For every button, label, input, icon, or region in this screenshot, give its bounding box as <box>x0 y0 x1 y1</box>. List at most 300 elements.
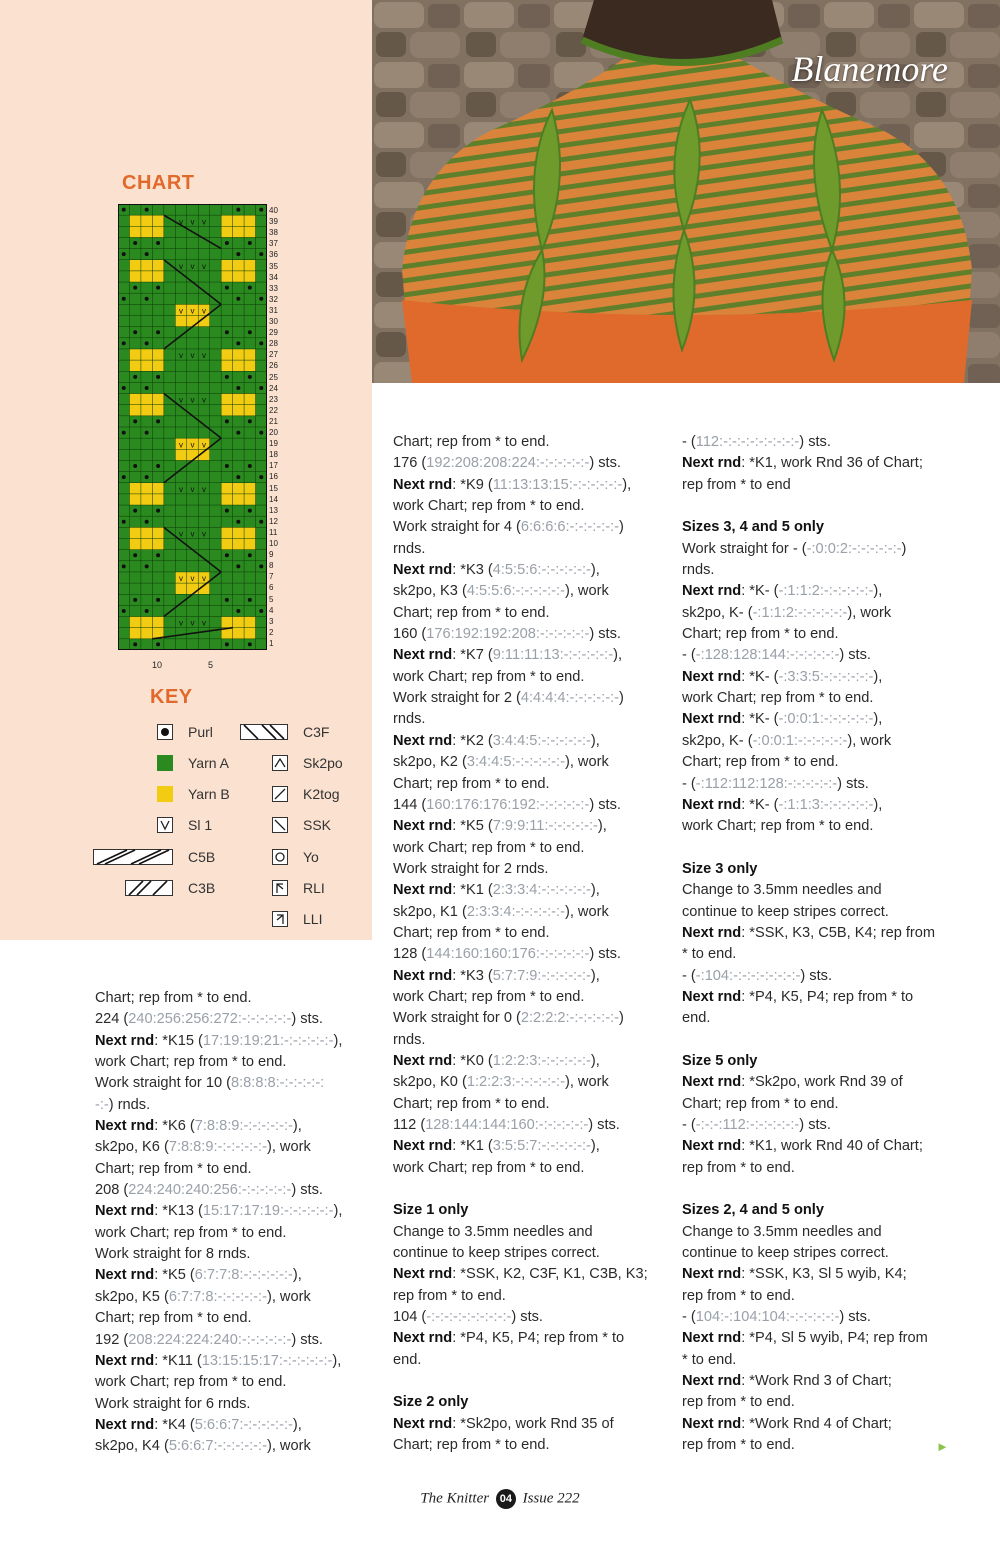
chart-purl-dot <box>248 598 252 602</box>
instruction-text: : *Work Rnd 3 of Chart; <box>741 1373 892 1390</box>
chart-cell-yarn-b <box>244 539 255 550</box>
instruction-text: ), <box>333 1203 343 1220</box>
chart-purl-dot <box>122 341 126 345</box>
instruction-text: ) <box>619 690 624 707</box>
instruction-label: Next rnd <box>393 1266 453 1283</box>
instruction-text: * to end. <box>682 1351 737 1368</box>
instruction-text: : *K- ( <box>741 711 779 728</box>
chart-cell-yarn-b <box>221 349 232 360</box>
chart-cell-yarn-b <box>175 449 186 460</box>
instruction-line <box>393 987 668 1008</box>
instruction-text: : *K3 ( <box>452 967 493 984</box>
chart-cell-yarn-b <box>141 617 152 628</box>
instruction-line <box>682 774 962 795</box>
chart-slip-mark: v <box>201 574 206 584</box>
instruction-line <box>95 1415 365 1436</box>
instruction-text: Change to 3.5mm needles and <box>682 1223 882 1240</box>
continue-arrow-icon: ► <box>936 1439 949 1454</box>
instruction-line <box>393 1136 668 1157</box>
instruction-text: ) sts. <box>837 775 869 792</box>
chart-purl-dot <box>156 642 160 646</box>
yarn-a-swatch-icon <box>157 755 173 771</box>
instruction-line <box>682 1094 962 1115</box>
chart-purl-dot <box>145 341 149 345</box>
size-values: -:1:1:3:-:-:-:-:-:- <box>778 796 874 813</box>
chart-slip-mark: v <box>190 351 195 361</box>
instruction-text: ) <box>901 540 907 557</box>
size-values: 8:8:8:8:-:-:-:-:-: <box>230 1075 325 1092</box>
chart-purl-dot <box>248 642 252 646</box>
section-heading: Size 2 only <box>393 1394 469 1411</box>
instruction-text: Work straight for 0 ( <box>393 1010 521 1027</box>
chart-purl-dot <box>156 509 160 513</box>
size-values: -:-:-:112:-:-:-:-:-:- <box>695 1117 800 1133</box>
instruction-text: ), <box>613 647 622 664</box>
key-item-purl <box>157 724 213 740</box>
chart-cell-yarn-b <box>129 494 140 505</box>
chart-row-number: 14 <box>269 494 278 504</box>
instruction-line <box>393 902 668 923</box>
instruction-line <box>682 1328 962 1349</box>
instruction-line <box>393 1264 668 1285</box>
instruction-text: : *K6 ( <box>154 1118 195 1135</box>
instruction-text: Work straight for - ( <box>682 540 807 557</box>
c5b-icon <box>93 849 173 865</box>
section-heading: Size 3 only <box>682 860 758 877</box>
chart-cell-yarn-b <box>244 394 255 405</box>
chart-row-number: 27 <box>269 350 278 360</box>
chart-row-number: 35 <box>269 261 278 271</box>
instruction-line <box>393 1350 668 1371</box>
chart-cell-yarn-b <box>244 483 255 494</box>
instruction-text: sk2po, K2 ( <box>393 754 467 771</box>
instruction-text: ), <box>597 818 607 835</box>
chart-purl-dot <box>259 386 263 390</box>
instruction-text: ), <box>873 796 883 813</box>
instruction-text: continue to keep stripes correct. <box>393 1245 600 1262</box>
instruction-text: : *K4 ( <box>154 1416 195 1433</box>
chart-slip-mark: v <box>190 574 195 584</box>
instruction-text: : *K15 ( <box>154 1032 203 1049</box>
key-item-ssk <box>272 817 331 833</box>
chart-cell-yarn-b <box>129 226 140 237</box>
chart-cell-yarn-b <box>152 539 163 550</box>
chart-cell-yarn-b <box>152 617 163 628</box>
instruction-line <box>95 988 365 1009</box>
instruction-line <box>682 1243 962 1264</box>
key-item-c5b <box>93 849 215 865</box>
instruction-line <box>682 560 962 581</box>
instruction-text: : *K- ( <box>741 583 779 600</box>
instruction-text: 128 ( <box>393 946 427 963</box>
chart-purl-dot <box>156 419 160 423</box>
instruction-line <box>95 1137 365 1158</box>
chart-cell-yarn-b <box>129 260 140 271</box>
instruction-line <box>393 539 668 560</box>
instruction-line <box>682 688 962 709</box>
chart-purl-dot <box>133 419 137 423</box>
chart-cell-yarn-b <box>244 260 255 271</box>
instruction-text: ) <box>619 1010 624 1027</box>
chart-cell-yarn-b <box>152 360 163 371</box>
chart-heading: CHART <box>122 172 195 194</box>
instruction-line <box>682 667 962 688</box>
chart-purl-dot <box>145 609 149 613</box>
instruction-line <box>393 1328 668 1349</box>
instruction-text: Change to 3.5mm needles and <box>393 1223 593 1240</box>
chart-slip-mark: v <box>179 261 184 271</box>
chart-purl-dot <box>225 241 229 245</box>
instruction-line <box>95 1095 365 1116</box>
instruction-text: - ( <box>682 1309 696 1326</box>
instruction-text: Chart; rep from * to end. <box>393 434 550 450</box>
chart-purl-dot <box>156 553 160 557</box>
key-label-c3f: C3F <box>303 724 330 740</box>
size-values: 5:6:6:7:-:-:-:-:-:- <box>168 1438 267 1455</box>
instruction-line <box>95 1073 365 1094</box>
chart-row-number: 12 <box>269 516 278 526</box>
instruction-text: rep from * to end. <box>682 1159 795 1176</box>
instruction-line <box>393 517 668 538</box>
size-values: 6:6:6:6:-:-:-:-:-:- <box>520 519 619 536</box>
instruction-text: ), work <box>847 732 892 749</box>
instruction-line <box>95 1201 365 1222</box>
chart-purl-dot <box>248 241 252 245</box>
size-values: 9:11:11:13:-:-:-:-:-:- <box>492 647 614 664</box>
instruction-line <box>682 475 962 496</box>
chart-purl-dot <box>236 431 240 435</box>
chart-cell-yarn-b <box>175 583 186 594</box>
chart-row-number: 17 <box>269 461 278 471</box>
size-values: 144:160:160:176:-:-:-:-:-:- <box>426 946 590 963</box>
size-values: -:-:-:-:-:-:-:-:-:- <box>426 1309 512 1326</box>
instruction-line <box>682 453 962 474</box>
chart-cell-yarn-b <box>152 494 163 505</box>
instruction-text: ), work <box>564 903 609 920</box>
chart-cell-yarn-b <box>233 539 244 550</box>
chart-cell-yarn-b <box>152 394 163 405</box>
chart-row-number: 30 <box>269 317 278 326</box>
instruction-line <box>682 432 962 453</box>
instruction-text: rep from * to end <box>682 476 791 493</box>
chart-row-number: 24 <box>269 383 278 393</box>
instruction-text: Chart; rep from * to end. <box>393 1095 550 1112</box>
key-item-rli <box>272 880 325 896</box>
instruction-text: ), work <box>564 1074 609 1091</box>
chart-slip-mark: v <box>179 484 184 494</box>
instruction-text: : *K5 ( <box>452 818 493 835</box>
size-values: -:0:0:1:-:-:-:-:-:- <box>778 711 874 728</box>
size-values: -:128:128:144:-:-:-:-:-:- <box>695 647 840 664</box>
instruction-label: Next rnd <box>393 882 453 899</box>
chart-slip-mark: v <box>190 484 195 494</box>
size-values: 240:256:256:272:-:-:-:-:-:- <box>128 1011 292 1028</box>
chart-slip-mark: v <box>190 618 195 628</box>
key-label-sk2po: Sk2po <box>303 755 343 771</box>
instruction-text: ), <box>292 1416 302 1433</box>
instruction-line <box>682 1286 962 1307</box>
instruction-text: work Chart; rep from * to end. <box>682 690 874 707</box>
chart-cell-yarn-b <box>152 260 163 271</box>
instruction-line <box>393 838 668 859</box>
size-values: -:3:3:5:-:-:-:-:-:- <box>778 668 874 685</box>
instruction-line <box>393 1222 668 1243</box>
instruction-line <box>682 1414 962 1435</box>
instruction-text: sk2po, K6 ( <box>95 1139 169 1156</box>
key-item-yarn-b <box>157 786 230 802</box>
section-heading: Sizes 3, 4 and 5 only <box>682 519 824 536</box>
key-label-k2tog: K2tog <box>303 786 340 802</box>
instruction-text: : *K1, work Rnd 40 of Chart; <box>741 1138 923 1155</box>
chart-row-number: 2 <box>269 627 274 637</box>
chart-row-number: 29 <box>269 328 278 338</box>
instruction-text: sk2po, K- ( <box>682 604 753 621</box>
chart-slip-mark: v <box>201 484 206 494</box>
instruction-text: : *K3 ( <box>452 562 493 579</box>
chart-purl-dot <box>145 475 149 479</box>
size-values: 13:15:15:17:-:-:-:-:-:- <box>201 1352 333 1369</box>
chart-cell-yarn-b <box>141 349 152 360</box>
chart-slip-mark: v <box>179 529 184 539</box>
chart-purl-dot <box>133 598 137 602</box>
chart-purl-dot <box>236 341 240 345</box>
chart-purl-dot <box>259 609 263 613</box>
chart-purl-dot <box>122 208 126 212</box>
paragraph-gap <box>682 838 962 859</box>
chart-row-number: 39 <box>269 217 278 227</box>
paragraph-gap <box>682 1179 962 1200</box>
instruction-text: sk2po, K0 ( <box>393 1074 467 1091</box>
chart-purl-dot <box>122 386 126 390</box>
chart-purl-dot <box>259 564 263 568</box>
key-item-k2tog <box>272 786 340 802</box>
instruction-text: ) sts. <box>839 1309 871 1326</box>
instruction-line <box>95 1308 365 1329</box>
instruction-text: work Chart; rep from * to end. <box>682 818 874 835</box>
chart-cell-yarn-b <box>129 527 140 538</box>
instruction-text: ), <box>873 711 883 728</box>
chart-row-number: 5 <box>269 594 274 604</box>
chart-purl-dot <box>236 520 240 524</box>
instruction-text: sk2po, K1 ( <box>393 903 467 920</box>
key-label-yo: Yo <box>303 849 319 865</box>
chart-purl-dot <box>145 564 149 568</box>
chart-purl-dot <box>122 609 126 613</box>
instruction-line <box>393 645 668 666</box>
chart-purl-dot <box>236 252 240 256</box>
instruction-text: Work straight for 6 rnds. <box>95 1395 251 1412</box>
chart-purl-dot <box>133 375 137 379</box>
chart-purl-dot <box>236 386 240 390</box>
chart-row-number: 40 <box>269 206 278 215</box>
instruction-line <box>682 1371 962 1392</box>
instructions-column-3 <box>682 432 962 1457</box>
chart-purl-dot <box>259 431 263 435</box>
chart-purl-dot <box>236 475 240 479</box>
instruction-text: ), <box>590 1052 600 1069</box>
instruction-line <box>95 1265 365 1286</box>
instruction-text: Work straight for 4 ( <box>393 519 521 536</box>
chart-row-number: 25 <box>269 372 278 382</box>
chart-purl-dot <box>156 375 160 379</box>
size-values: 2:2:2:2:-:-:-:-:-:- <box>520 1010 619 1027</box>
chart-cell-yarn-b <box>129 483 140 494</box>
chart-slip-mark: v <box>179 618 184 628</box>
instruction-text: : *K1 ( <box>452 882 493 899</box>
instruction-line <box>682 1264 962 1285</box>
chart-cell-yarn-b <box>244 617 255 628</box>
instruction-label: Next rnd <box>95 1203 155 1220</box>
chart-purl-dot <box>248 553 252 557</box>
instruction-line <box>682 816 962 837</box>
chart-cell-yarn-b <box>233 349 244 360</box>
instruction-label: Next rnd <box>393 1138 453 1155</box>
instruction-label: Next rnd <box>393 818 453 835</box>
instruction-text: - ( <box>682 967 696 984</box>
size-values: -:1:1:2:-:-:-:-:-:- <box>778 583 874 600</box>
instruction-text: - ( <box>682 647 696 664</box>
chart-cell-yarn-b <box>244 527 255 538</box>
instruction-line <box>682 880 962 901</box>
instruction-text: rep from * to end. <box>682 1287 795 1304</box>
size-values: 104:-:104:104:-:-:-:-:-:- <box>695 1309 840 1326</box>
instruction-text: work Chart; rep from * to end. <box>393 988 585 1005</box>
chart-purl-dot <box>225 598 229 602</box>
chart-cell-yarn-b <box>152 271 163 282</box>
instruction-text: work Chart; rep from * to end. <box>393 498 585 515</box>
chart-cell-yarn-b <box>233 405 244 416</box>
chart-cell-yarn-b <box>129 349 140 360</box>
chart-purl-dot <box>225 553 229 557</box>
instruction-text: ) sts. <box>589 455 621 472</box>
chart-cell-yarn-b <box>233 527 244 538</box>
instruction-line <box>682 539 962 560</box>
chart-grid <box>118 204 267 650</box>
chart-slip-mark: v <box>179 395 184 405</box>
instruction-label: Next rnd <box>393 732 453 749</box>
instruction-text: ) sts. <box>291 1331 323 1348</box>
instruction-text: rnds. <box>393 711 426 728</box>
instruction-line <box>393 475 668 496</box>
chart-slip-mark: v <box>190 217 195 227</box>
chart-row-number: 21 <box>269 416 278 426</box>
instruction-line <box>682 1200 962 1221</box>
chart-slip-mark: v <box>190 529 195 539</box>
size-values: 112:-:-:-:-:-:-:-:-:- <box>695 434 800 450</box>
instruction-text: ), work <box>564 754 609 771</box>
footer-issue: Issue 222 <box>522 1490 580 1507</box>
instruction-line <box>393 752 668 773</box>
instruction-label: Next rnd <box>682 924 742 941</box>
instruction-label: Next rnd <box>682 796 742 813</box>
instruction-text: : *Sk2po, work Rnd 39 of <box>741 1074 903 1091</box>
chart-purl-dot <box>248 286 252 290</box>
size-values: 2:3:3:4:-:-:-:-:-:- <box>492 882 591 899</box>
instruction-line <box>393 944 668 965</box>
chart-cell-yarn-b <box>152 527 163 538</box>
chart-purl-dot <box>259 520 263 524</box>
key-label-yarn-a: Yarn A <box>188 755 229 771</box>
paragraph-gap <box>682 496 962 517</box>
section-heading: Sizes 2, 4 and 5 only <box>682 1202 824 1219</box>
chart-cell-yarn-b <box>233 215 244 226</box>
key-label-lli: LLI <box>303 911 323 927</box>
instruction-label: Next rnd <box>95 1118 155 1135</box>
instruction-text: : *Sk2po, work Rnd 35 of <box>452 1415 614 1432</box>
chart-purl-dot <box>122 431 126 435</box>
chart-slip-mark: v <box>179 217 184 227</box>
key-label-c3b: C3B <box>188 880 216 896</box>
size-values: 3:4:4:5:-:-:-:-:-:- <box>492 732 591 749</box>
instruction-text: rep from * to end. <box>393 1287 506 1304</box>
chart-cell-yarn-b <box>221 226 232 237</box>
chart-row-number: 16 <box>269 472 278 482</box>
chart-purl-dot <box>225 375 229 379</box>
instruction-text: : *SSK, K3, Sl 5 wyib, K4; <box>741 1266 907 1283</box>
instruction-label: Next rnd <box>393 562 453 579</box>
chart-row-number: 28 <box>269 339 278 349</box>
chart-cell-yarn-b <box>141 539 152 550</box>
instruction-line <box>682 624 962 645</box>
key-label-ssk: SSK <box>303 817 332 833</box>
chart-cell-yarn-b <box>141 215 152 226</box>
instruction-text: sk2po, K4 ( <box>95 1438 169 1455</box>
chart-purl-dot <box>133 330 137 334</box>
chart-cell-yarn-b <box>221 215 232 226</box>
chart-cell-yarn-b <box>244 405 255 416</box>
chart-purl-dot <box>259 475 263 479</box>
chart-row-number: 4 <box>269 605 274 615</box>
chart-slip-mark: v <box>179 440 184 450</box>
paragraph-gap <box>682 1030 962 1051</box>
chart-cell-yarn-b <box>233 394 244 405</box>
instruction-line <box>682 1136 962 1157</box>
instruction-line <box>95 1116 365 1137</box>
chart-cell-yarn-b <box>129 215 140 226</box>
chart-row-number: 36 <box>269 250 278 260</box>
instruction-line <box>682 1072 962 1093</box>
size-values: 1:2:2:3:-:-:-:-:-:- <box>466 1074 565 1091</box>
chart-col-label-10: 10 <box>152 660 163 670</box>
chart-row-number: 20 <box>269 428 278 437</box>
chart-purl-dot <box>156 330 160 334</box>
chart-row-number: 31 <box>269 305 278 315</box>
instruction-text: continue to keep stripes correct. <box>682 1245 889 1262</box>
chart-purl-dot <box>259 252 263 256</box>
instruction-text: Chart; rep from * to end. <box>393 924 550 941</box>
chart-purl-dot <box>145 208 149 212</box>
instruction-line <box>393 1030 668 1051</box>
instruction-label: Next rnd <box>682 1138 742 1155</box>
chart-purl-dot <box>236 609 240 613</box>
instruction-line <box>393 1286 668 1307</box>
chart-purl-dot <box>122 297 126 301</box>
chart-slip-mark: v <box>190 395 195 405</box>
chart-cell-yarn-b <box>221 527 232 538</box>
instruction-text: work Chart; rep from * to end. <box>393 668 585 685</box>
chart-purl-dot <box>156 598 160 602</box>
chart-row-number: 8 <box>269 561 274 571</box>
instruction-text: : *P4, Sl 5 wyib, P4; rep from <box>741 1330 928 1347</box>
instruction-line <box>95 1159 365 1180</box>
instruction-text: Chart; rep from * to end. <box>393 1437 550 1454</box>
chart-row-number: 1 <box>269 638 274 648</box>
instruction-text: : *K11 ( <box>154 1352 202 1369</box>
instruction-line <box>682 1307 962 1328</box>
size-values: 15:17:17:19:-:-:-:-:-:- <box>202 1203 334 1220</box>
instruction-line <box>393 966 668 987</box>
chart-row-number: 26 <box>269 361 278 371</box>
